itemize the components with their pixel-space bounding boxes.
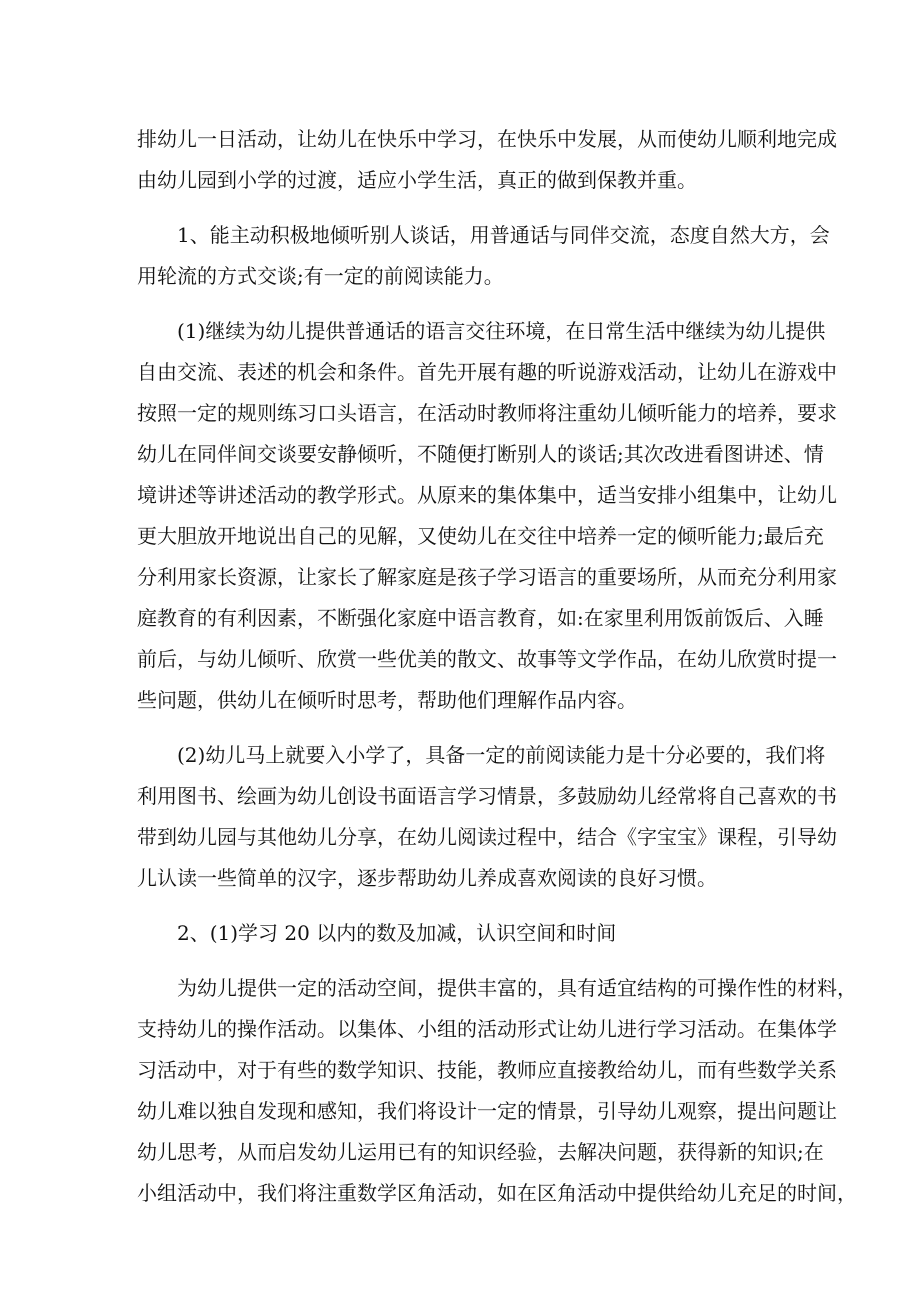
text-line: 幼儿难以独自发现和感知，我们将设计一定的情景，引导幼儿观察，提出问题让 — [137, 1099, 837, 1123]
text-line: 1、能主动积极地倾听别人谈话，用普通话与同伴交流，态度自然大方，会 — [177, 223, 830, 247]
paragraph — [137, 311, 837, 721]
text-line: 幼儿思考，从而启发幼儿运用已有的知识经验，去解决问题，获得新的知识;在 — [137, 1140, 824, 1164]
text-line: 习活动中，对于有些的数学知识、技能，教师应直接教给幼儿，而有些数学关系 — [137, 1058, 837, 1082]
text-line: 儿认读一些简单的汉字，逐步帮助幼儿养成喜欢阅读的良好习惯。 — [137, 866, 717, 890]
paragraph — [137, 735, 837, 899]
text-line: 前后，与幼儿倾听、欣赏一些优美的散文、故事等文学作品，在幼儿欣赏时提一 — [137, 647, 837, 671]
text-line: 排幼儿一日活动，让幼儿在快乐中学习，在快乐中发展，从而使幼儿顺利地完成 — [137, 127, 837, 151]
text-line: 境讲述等讲述活动的教学形式。从原来的集体集中，适当安排小组集中，让幼儿 — [137, 483, 837, 507]
text-line: 庭教育的有利因素，不断强化家庭中语言教育，如:在家里利用饭前饭后、入睡 — [137, 606, 824, 630]
document-body — [137, 119, 857, 1228]
text-line: 小组活动中，我们将注重数学区角活动，如在区角活动中提供给幼儿充足的时间， — [137, 1181, 857, 1205]
text-line: 按照一定的规则练习口头语言，在活动时教师将注重幼儿倾听能力的培养，要求 — [137, 401, 837, 425]
paragraph — [137, 215, 830, 297]
paragraph — [137, 968, 857, 1214]
text-line: 用轮流的方式交谈;有一定的前阅读能力。 — [137, 264, 504, 288]
text-line: 自由交流、表述的机会和条件。首先开展有趣的听说游戏活动，让幼儿在游戏中 — [137, 360, 837, 384]
text-line: 带到幼儿园与其他幼儿分享，在幼儿阅读过程中，结合《字宝宝》课程，引导幼 — [137, 825, 837, 849]
text-line: 2、(1)学习 20 以内的数及加减，认识空间和时间 — [177, 921, 617, 945]
text-line: (2)幼儿马上就要入小学了，具备一定的前阅读能力是十分必要的，我们将 — [177, 743, 826, 767]
text-line: 些问题，供幼儿在倾听时思考，帮助他们理解作品内容。 — [137, 688, 637, 712]
text-line: 支持幼儿的操作活动。以集体、小组的活动形式让幼儿进行学习活动。在集体学 — [137, 1017, 837, 1041]
paragraph — [137, 913, 782, 954]
text-line: (1)继续为幼儿提供普通话的语言交往环境，在日常生活中继续为幼儿提供 — [177, 319, 826, 343]
text-line: 为幼儿提供一定的活动空间，提供丰富的，具有适宜结构的可操作性的材料， — [177, 976, 857, 1000]
text-line: 由幼儿园到小学的过渡，适应小学生活，真正的做到保教并重。 — [137, 168, 697, 192]
text-line: 分利用家长资源，让家长了解家庭是孩子学习语言的重要场所，从而充分利用家 — [137, 565, 837, 589]
paragraph — [137, 119, 837, 201]
text-line: 更大胆放开地说出自己的见解，又使幼儿在交往中培养一定的倾听能力;最后充 — [137, 524, 824, 548]
text-line: 幼儿在同伴间交谈要安静倾听，不随便打断别人的谈话;其次改进看图讲述、情 — [137, 442, 824, 466]
text-line: 利用图书、绘画为幼儿创设书面语言学习情景，多鼓励幼儿经常将自己喜欢的书 — [137, 784, 837, 808]
